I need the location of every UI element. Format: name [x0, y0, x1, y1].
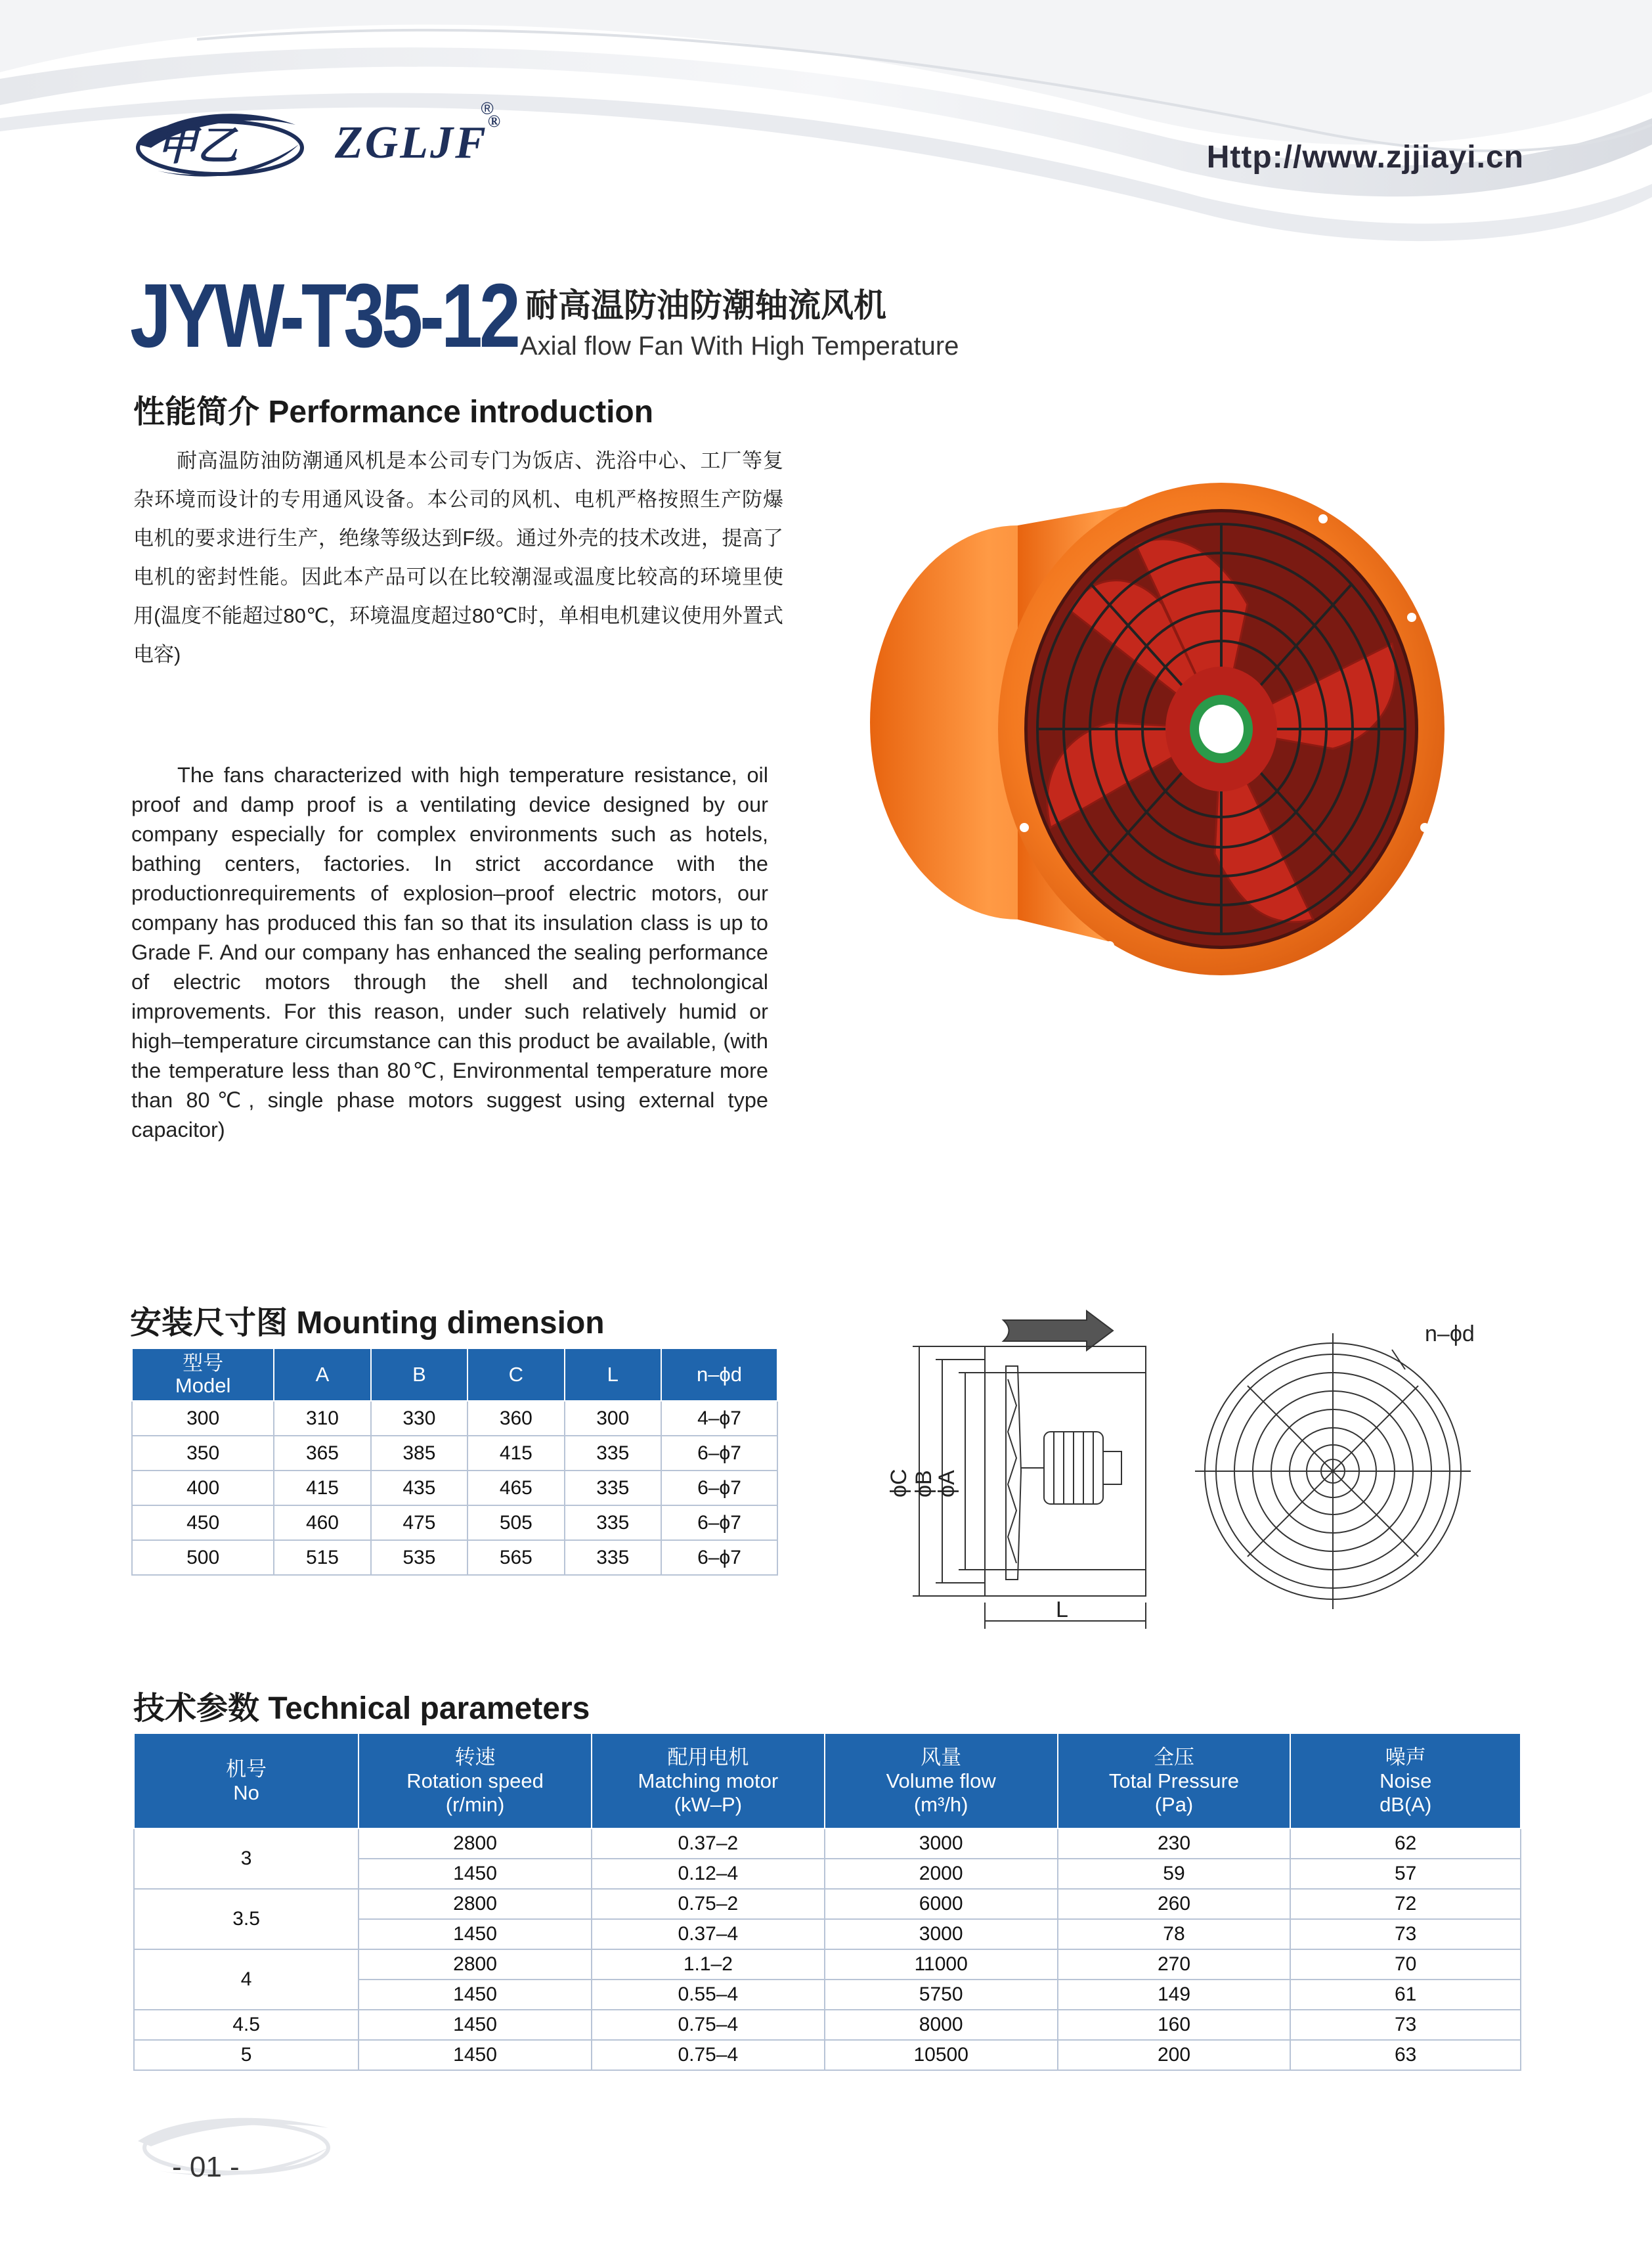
- table-cell: 1450: [359, 2010, 592, 2040]
- table-cell: 310: [274, 1401, 370, 1436]
- dimension-drawing: [880, 1307, 1550, 1642]
- fan-product-image: [854, 460, 1458, 998]
- mount-col-model-cn: 型号: [183, 1352, 224, 1375]
- table-cell: 460: [274, 1505, 370, 1540]
- table-row: [132, 1401, 777, 1436]
- dim-label-nd: n–ϕd: [1425, 1321, 1475, 1346]
- tech-col-pressure-en: Total Pressure: [1108, 1769, 1240, 1792]
- brand-name: [335, 112, 503, 169]
- table-cell: 0.12–4: [592, 1859, 825, 1889]
- performance-heading: 性能简介 Performance introduction: [133, 395, 654, 430]
- mount-col-a: A: [274, 1348, 370, 1401]
- machine-no-cell: 5: [134, 2040, 359, 2070]
- airflow-arrow-icon: [1003, 1311, 1113, 1350]
- table-row: [134, 2040, 1521, 2070]
- dim-label-c: ϕC: [886, 1469, 911, 1497]
- mount-col-model-en: Model: [175, 1374, 231, 1397]
- dim-label-a: ϕA: [934, 1470, 959, 1497]
- mount-col-model: [132, 1348, 274, 1401]
- mount-col-b: B: [371, 1348, 467, 1401]
- mounting-heading: 安装尺寸图 Mounting dimension: [130, 1306, 605, 1340]
- performance-paragraph-en: The fans characterized with high temperature resistance, oil proof and damp proof is a ventilating device designed by our company especially for complex environments such as hotels, bathing centers, factories. In strict accordance with the productionrequirements of explosion–proof electric motors, our company has produced this fan so that its insulation class is up to Grade F. And our company has enhanced the sealing performance of electric motors through the shell and technolongical improvements. For this reason, under such relatively humid or high–temperature circumstance can this product be available, (with the temperature less than 80℃, Environmental temperature more than 80℃, single phase motors suggest using external type capacitor): [131, 763, 768, 1141]
- table-cell: 435: [371, 1471, 467, 1505]
- table-cell: 1.1–2: [592, 1949, 825, 1980]
- table-cell: 0.75–4: [592, 2010, 825, 2040]
- table-cell: 3000: [825, 1919, 1058, 1949]
- table-cell: 6–ϕ7: [661, 1471, 777, 1505]
- tech-col-speed-unit: (r/min): [445, 1792, 505, 1816]
- table-cell: 4–ϕ7: [661, 1401, 777, 1436]
- table-cell: 335: [565, 1540, 661, 1575]
- product-name-cn: 耐高温防油防潮轴流风机: [525, 287, 886, 324]
- tech-col-no: [134, 1733, 359, 1828]
- logo-registered-mark: ®: [481, 99, 494, 118]
- table-cell: 335: [565, 1471, 661, 1505]
- dim-label-b: ϕB: [911, 1470, 936, 1497]
- mounting-table-header-row: [132, 1348, 777, 1401]
- tech-col-speed-cn: 转速: [454, 1745, 496, 1769]
- table-cell: 1450: [359, 1980, 592, 2010]
- table-cell: 230: [1058, 1828, 1291, 1859]
- table-cell: 2000: [825, 1859, 1058, 1889]
- table-row: [132, 1436, 777, 1471]
- website-url[interactable]: Http://www.zjjiayi.cn: [1206, 140, 1524, 175]
- table-cell: 78: [1058, 1919, 1291, 1949]
- brand-text: ZGLJF: [335, 118, 488, 168]
- table-cell: 6–ϕ7: [661, 1540, 777, 1575]
- table-cell: 0.37–4: [592, 1919, 825, 1949]
- performance-text-cn: [133, 441, 783, 674]
- table-cell: 11000: [825, 1949, 1058, 1980]
- performance-paragraph-cn: 耐高温防油防潮通风机是本公司专门为饭店、洗浴中心、工厂等复杂环境而设计的专用通风设备。本公司的风机、电机严格按照生产防爆电机的要求进行生产，绝缘等级达到F级。通过外壳的技术改进，提高了电机的密封性能。因此本产品可以在比较潮湿或温度比较高的环境里使用(温度不能超过80℃，环境温度超过80℃时，单相电机建议使用外置式电容): [133, 449, 783, 666]
- tech-col-flow-unit: (m³/h): [913, 1792, 968, 1816]
- table-cell: 500: [132, 1540, 274, 1575]
- tech-col-speed-en: Rotation speed: [406, 1769, 544, 1792]
- table-cell: 5750: [825, 1980, 1058, 2010]
- model-number-title: JYW-T35-12: [130, 265, 517, 366]
- page-number: - 01 -: [172, 2151, 240, 2183]
- table-cell: 1450: [359, 2040, 592, 2070]
- table-cell: 300: [132, 1401, 274, 1436]
- product-name-en: Axial flow Fan With High Temperature: [520, 332, 959, 361]
- table-cell: 6000: [825, 1889, 1058, 1919]
- table-cell: 475: [371, 1505, 467, 1540]
- table-cell: 2800: [359, 1889, 592, 1919]
- tech-table-header-row: [134, 1733, 1521, 1828]
- table-cell: 2800: [359, 1949, 592, 1980]
- table-row: [132, 1471, 777, 1505]
- table-cell: 335: [565, 1436, 661, 1471]
- technical-parameters-table: [133, 1733, 1521, 2071]
- table-cell: 335: [565, 1505, 661, 1540]
- table-cell: 385: [371, 1436, 467, 1471]
- machine-no-cell: 3.5: [134, 1889, 359, 1949]
- dim-label-l: L: [1056, 1597, 1068, 1622]
- tech-col-no-cn: 机号: [226, 1757, 267, 1781]
- table-row: [134, 1828, 1521, 1859]
- table-row: [132, 1505, 777, 1540]
- tech-col-motor-cn: 配用电机: [667, 1745, 749, 1769]
- table-cell: 3000: [825, 1828, 1058, 1859]
- table-row: [134, 2010, 1521, 2040]
- performance-text-en: [131, 761, 768, 1145]
- table-cell: 6–ϕ7: [661, 1505, 777, 1540]
- mount-col-l: L: [565, 1348, 661, 1401]
- table-row: [134, 1949, 1521, 1980]
- table-cell: 1450: [359, 1919, 592, 1949]
- table-cell: 450: [132, 1505, 274, 1540]
- table-cell: 73: [1290, 2010, 1521, 2040]
- table-cell: 330: [371, 1401, 467, 1436]
- brand-registered-mark: ®: [487, 112, 503, 131]
- tech-col-motor-unit: (kW–P): [674, 1792, 743, 1816]
- table-cell: 70: [1290, 1949, 1521, 1980]
- tech-col-motor: [592, 1733, 825, 1828]
- table-cell: 515: [274, 1540, 370, 1575]
- table-cell: 59: [1058, 1859, 1291, 1889]
- table-cell: 10500: [825, 2040, 1058, 2070]
- logo-cn-text: 甲乙: [156, 122, 238, 169]
- table-cell: 0.55–4: [592, 1980, 825, 2010]
- tech-col-pressure: [1058, 1733, 1291, 1828]
- table-cell: 400: [132, 1471, 274, 1505]
- tech-col-no-en: No: [233, 1781, 259, 1804]
- table-cell: 465: [467, 1471, 564, 1505]
- table-cell: 360: [467, 1401, 564, 1436]
- table-cell: 8000: [825, 2010, 1058, 2040]
- tech-col-noise-en: Noise: [1380, 1769, 1432, 1792]
- mount-col-nd: n–ϕd: [661, 1348, 777, 1401]
- table-cell: 0.75–4: [592, 2040, 825, 2070]
- table-row: [132, 1540, 777, 1575]
- tech-col-noise: [1290, 1733, 1521, 1828]
- table-cell: 365: [274, 1436, 370, 1471]
- machine-no-cell: 4.5: [134, 2010, 359, 2040]
- table-cell: 1450: [359, 1859, 592, 1889]
- table-cell: 6–ϕ7: [661, 1436, 777, 1471]
- table-cell: 200: [1058, 2040, 1291, 2070]
- table-cell: 62: [1290, 1828, 1521, 1859]
- table-cell: 72: [1290, 1889, 1521, 1919]
- table-cell: 535: [371, 1540, 467, 1575]
- table-cell: 0.37–2: [592, 1828, 825, 1859]
- table-cell: 2800: [359, 1828, 592, 1859]
- tech-col-flow-en: Volume flow: [886, 1769, 996, 1792]
- table-cell: 73: [1290, 1919, 1521, 1949]
- table-cell: 0.75–2: [592, 1889, 825, 1919]
- table-cell: 505: [467, 1505, 564, 1540]
- tech-col-flow: [825, 1733, 1058, 1828]
- table-cell: 350: [132, 1436, 274, 1471]
- table-cell: 160: [1058, 2010, 1291, 2040]
- table-cell: 270: [1058, 1949, 1291, 1980]
- machine-no-cell: 3: [134, 1828, 359, 1889]
- tech-col-noise-cn: 噪声: [1385, 1745, 1426, 1769]
- mounting-dimension-table: [131, 1348, 778, 1576]
- tech-col-pressure-unit: (Pa): [1154, 1792, 1194, 1816]
- tech-col-speed: [359, 1733, 592, 1828]
- technical-heading: 技术参数 Technical parameters: [133, 1691, 590, 1726]
- table-cell: 260: [1058, 1889, 1291, 1919]
- mount-col-c: C: [467, 1348, 564, 1401]
- table-row: [134, 1889, 1521, 1919]
- machine-no-cell: 4: [134, 1949, 359, 2010]
- table-cell: 63: [1290, 2040, 1521, 2070]
- table-cell: 565: [467, 1540, 564, 1575]
- table-cell: 149: [1058, 1980, 1291, 2010]
- tech-col-pressure-cn: 全压: [1153, 1745, 1194, 1769]
- table-cell: 61: [1290, 1980, 1521, 2010]
- table-cell: 415: [467, 1436, 564, 1471]
- table-cell: 415: [274, 1471, 370, 1505]
- tech-col-noise-unit: dB(A): [1380, 1792, 1432, 1816]
- table-cell: 300: [565, 1401, 661, 1436]
- tech-col-motor-en: Matching motor: [638, 1769, 779, 1792]
- tech-col-flow-cn: 风量: [921, 1745, 962, 1769]
- table-cell: 57: [1290, 1859, 1521, 1889]
